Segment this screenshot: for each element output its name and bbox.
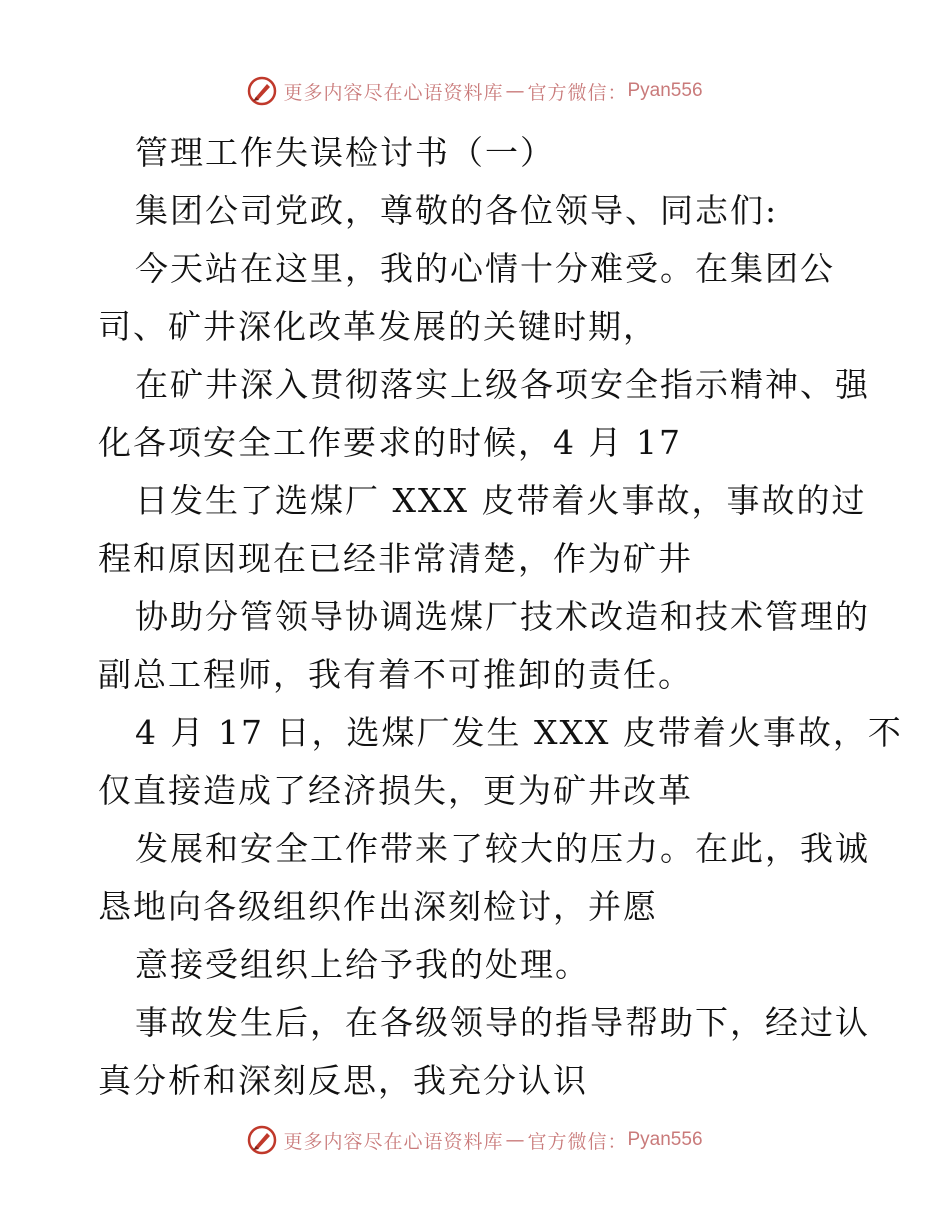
- body-line: 协助分管领导协调选煤厂技术改造和技术管理的: [135, 597, 870, 636]
- body-line: 恳地向各级组织作出深刻检讨，并愿: [98, 887, 658, 926]
- body-line: 化各项安全工作要求的时候，4 月 17: [98, 423, 682, 462]
- footer-watermark: [0, 1120, 950, 1160]
- body-line: 事故发生后，在各级领导的指导帮助下，经过认: [135, 1003, 870, 1042]
- document-salutation: 集团公司党政，尊敬的各位领导、同志们:: [135, 191, 779, 230]
- header-watermark: [0, 71, 950, 111]
- watermark-separator: —: [505, 1129, 526, 1151]
- body-line: 在矿井深入贯彻落实上级各项安全指示精神、强: [135, 365, 870, 404]
- watermark-separator: —: [505, 80, 526, 102]
- body-line: 今天站在这里，我的心情十分难受。在集团公: [135, 249, 835, 288]
- watermark-main-text: 更多内容尽在心语资料库: [283, 1130, 504, 1153]
- watermark-official-text: 官方微信：: [527, 81, 628, 104]
- pen-logo-icon: [247, 76, 277, 106]
- body-line: 程和原因现在已经非常清楚，作为矿井: [98, 539, 693, 578]
- watermark-wechat-id: Pyan556: [627, 80, 703, 101]
- body-line: 4 月 17 日，选煤厂发生 XXX 皮带着火事故，不: [135, 713, 903, 752]
- body-line: 仅直接造成了经济损失，更为矿井改革: [98, 771, 693, 810]
- document-title: 管理工作失误检讨书（一）: [135, 133, 555, 172]
- body-line: 发展和安全工作带来了较大的压力。在此，我诚: [135, 829, 870, 868]
- body-line: 司、矿井深化改革发展的关键时期，: [98, 307, 658, 346]
- watermark-wechat-id: Pyan556: [627, 1129, 703, 1150]
- body-line: 副总工程师，我有着不可推卸的责任。: [98, 655, 693, 694]
- pen-logo-icon: [247, 1125, 277, 1155]
- body-line: 真分析和深刻反思，我充分认识: [98, 1061, 588, 1100]
- watermark-official-text: 官方微信：: [527, 1130, 628, 1153]
- document-body: [98, 124, 903, 1110]
- body-line: 日发生了选煤厂 XXX 皮带着火事故，事故的过: [135, 481, 867, 520]
- watermark-main-text: 更多内容尽在心语资料库: [283, 81, 504, 104]
- body-line: 意接受组织上给予我的处理。: [135, 945, 590, 984]
